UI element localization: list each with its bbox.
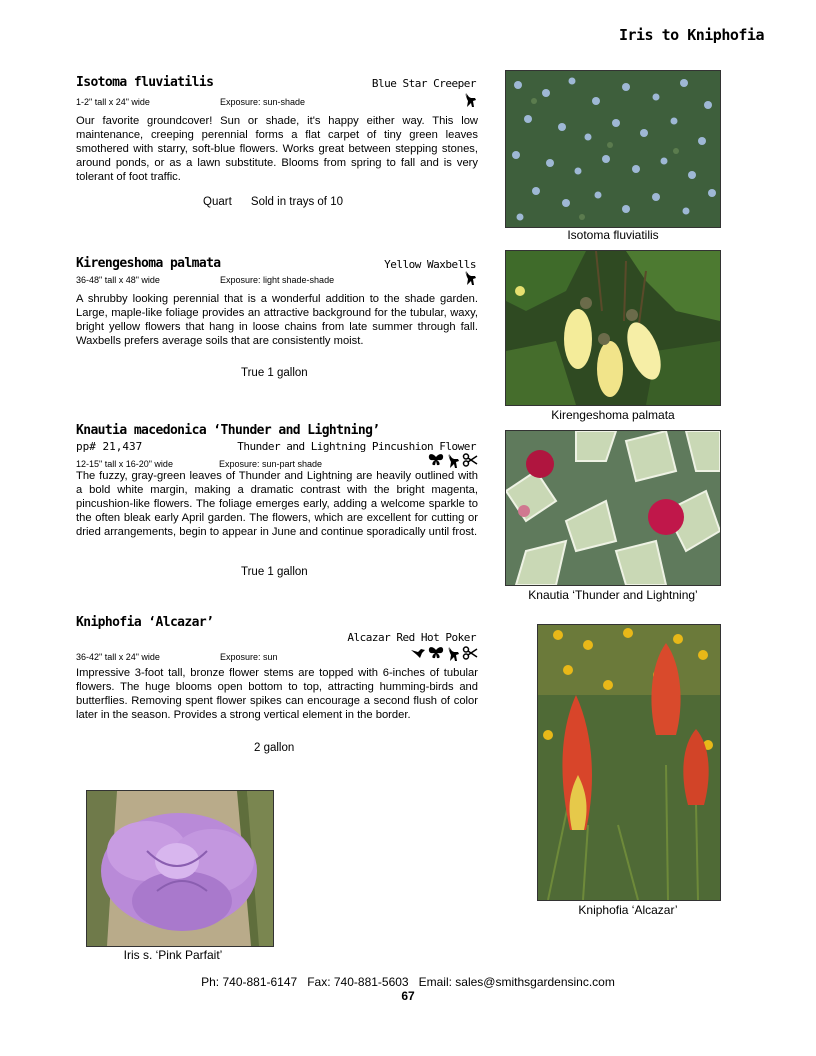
photo-isotoma [505, 70, 721, 228]
photo-kirengeshoma [505, 250, 721, 406]
footer-contact: Ph: 740-881-6147 Fax: 740-881-5603 Email: sales@smithsgardensinc.com [201, 975, 615, 989]
plant-name-isotoma: Isotoma fluviatilis [76, 75, 214, 90]
caption-knautia: Knautia ‘Thunder and Lightning’ [528, 588, 698, 602]
photo-iris [86, 790, 274, 947]
plant-name-knautia: Knautia macedonica ‘Thunder and Lightning’ [76, 423, 380, 438]
common-name-isotoma: Blue Star Creeper [371, 77, 476, 90]
exposure-kirengeshoma: Exposure: light shade-shade [220, 275, 335, 285]
icon-row-isotoma [462, 92, 478, 108]
photo-knautia [505, 430, 721, 586]
deer-resistant-icon [462, 92, 478, 108]
cut-flower-icon [462, 453, 478, 467]
description-kniphofia: Impressive 3-foot tall, bronze flower stems are topped with 6-inches of tubular flowers. The huge blooms open bottom to top, attracting humming-birds and butterflies. Removing spent flower spikes can encourage a second flush of color later in the season. Provides a strong vertical element in the border. [76, 667, 478, 721]
deer-resistant-icon [462, 270, 478, 286]
plant-name-kniphofia: Kniphofia ‘Alcazar’ [76, 615, 214, 630]
page-header-title: Iris to Kniphofia [618, 26, 764, 44]
plant-name-kirengeshoma: Kirengeshoma palmata [76, 256, 221, 271]
dimensions-isotoma: 1-2" tall x 24" wide [76, 97, 150, 107]
description-isotoma: Our favorite groundcover! Sun or shade, it's happy either way. This low maintenance, creeping perennial forms a flat carpet of tiny green leaves smothered with starry, soft-blue flowers. Works great between stepping stones, around ponds, or as a lawn substitute. Blooms from spring to fall and is very tolerant of foot traffic. [76, 115, 478, 183]
butterfly-icon [428, 646, 444, 660]
sizes-kirengeshoma: True 1 gallon [241, 367, 308, 379]
butterfly-icon [428, 453, 444, 467]
exposure-kniphofia: Exposure: sun [220, 652, 278, 662]
exposure-knautia: Exposure: sun-part shade [219, 459, 323, 469]
sizes-isotoma: Quart Sold in trays of 10 [203, 196, 343, 208]
caption-isotoma: Isotoma fluviatilis [567, 228, 659, 242]
common-name-knautia: Thunder and Lightning Pincushion Flower [237, 440, 476, 453]
caption-iris: Iris s. ‘Pink Parfait’ [123, 948, 223, 962]
plant-patent-knautia: pp# 21,437 [76, 440, 143, 453]
hummingbird-icon [411, 646, 427, 660]
photo-kniphofia [537, 624, 721, 901]
icon-row-knautia [428, 453, 478, 469]
page-number: 67 [401, 989, 415, 1003]
description-kirengeshoma: A shrubby looking perennial that is a wonderful addition to the shade garden. Large, maple-like foliage provides an attractive background for the tubular, waxy, bright yellow flowers that hang in loose chains from late summer through fall. Waxbells prefers average soils that are consistently moist. [76, 293, 478, 347]
cut-flower-icon [462, 646, 478, 660]
caption-kniphofia: Kniphofia ‘Alcazar’ [578, 903, 678, 917]
deer-resistant-icon [445, 453, 461, 469]
deer-resistant-icon [445, 646, 461, 662]
dimensions-kniphofia: 36-42" tall x 24" wide [76, 652, 160, 662]
icon-row-kirengeshoma [462, 270, 478, 286]
description-knautia: The fuzzy, gray-green leaves of Thunder and Lightning are heavily outlined with a bold white margin, making a dramatic contrast with the bright magenta, pincushion-like flowers. The foliage emerges early, adding a welcome sparkle to the often bleak early April garden. The flowers, which are excellent for cutting or dried arrangements, begin to appear in June and continue sporadically until frost. [76, 470, 478, 538]
common-name-kirengeshoma: Yellow Waxbells [384, 258, 476, 271]
sizes-knautia: True 1 gallon [241, 566, 308, 578]
dimensions-knautia: 12-15" tall x 16-20" wide [76, 459, 173, 469]
sizes-kniphofia: 2 gallon [254, 742, 295, 754]
caption-kirengeshoma: Kirengeshoma palmata [551, 408, 675, 422]
icon-row-kniphofia [411, 646, 478, 662]
common-name-kniphofia: Alcazar Red Hot Poker [347, 631, 476, 644]
exposure-isotoma: Exposure: sun-shade [220, 97, 306, 107]
dimensions-kirengeshoma: 36-48" tall x 48" wide [76, 275, 160, 285]
